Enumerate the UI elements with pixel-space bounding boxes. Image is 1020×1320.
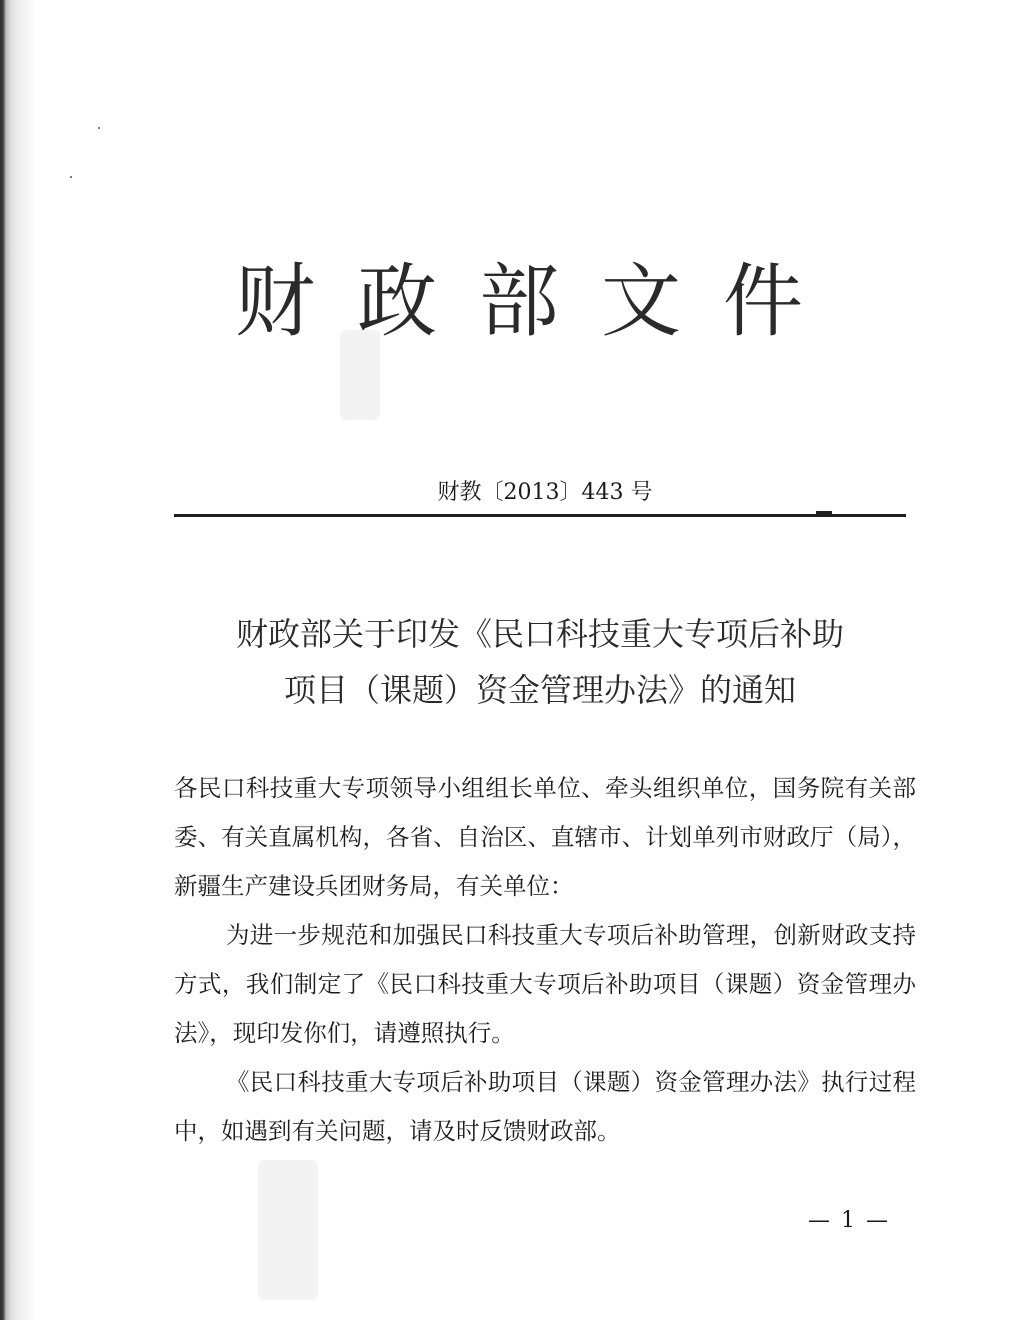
header-divider-mark	[816, 511, 832, 516]
scan-binding-edge	[0, 0, 34, 1320]
header-divider-line	[174, 514, 906, 517]
notice-title	[170, 606, 910, 718]
notice-title-line-1: 财政部关于印发《民口科技重大专项后补助	[235, 615, 844, 653]
scan-bleed-through	[258, 1160, 318, 1300]
page-number: — 1 —	[808, 1208, 890, 1233]
scan-speck	[70, 176, 72, 178]
addressees-paragraph: 各民口科技重大专项领导小组组长单位、牵头组织单位，国务院有关部委、有关直属机构，各省、自治区、直辖市、计划单列市财政厅（局），新疆生产建设兵团财务局，有关单位：	[174, 774, 916, 900]
notice-title-line-2: 项目（课题）资金管理办法》的通知	[283, 671, 796, 709]
document-number: 财教〔2013〕443 号	[437, 480, 653, 505]
scan-speck	[98, 127, 100, 129]
notice-body	[174, 764, 916, 1156]
document-header-title: 财政部文件	[235, 255, 845, 348]
body-paragraph-1: 为进一步规范和加强民口科技重大专项后补助管理，创新财政支持方式，我们制定了《民口科技重大专项后补助项目（课题）资金管理办法》，现印发你们，请遵照执行。	[174, 921, 916, 1047]
body-paragraph-2: 《民口科技重大专项后补助项目（课题）资金管理办法》执行过程中，如遇到有关问题，请及时反馈财政部。	[174, 1068, 916, 1145]
